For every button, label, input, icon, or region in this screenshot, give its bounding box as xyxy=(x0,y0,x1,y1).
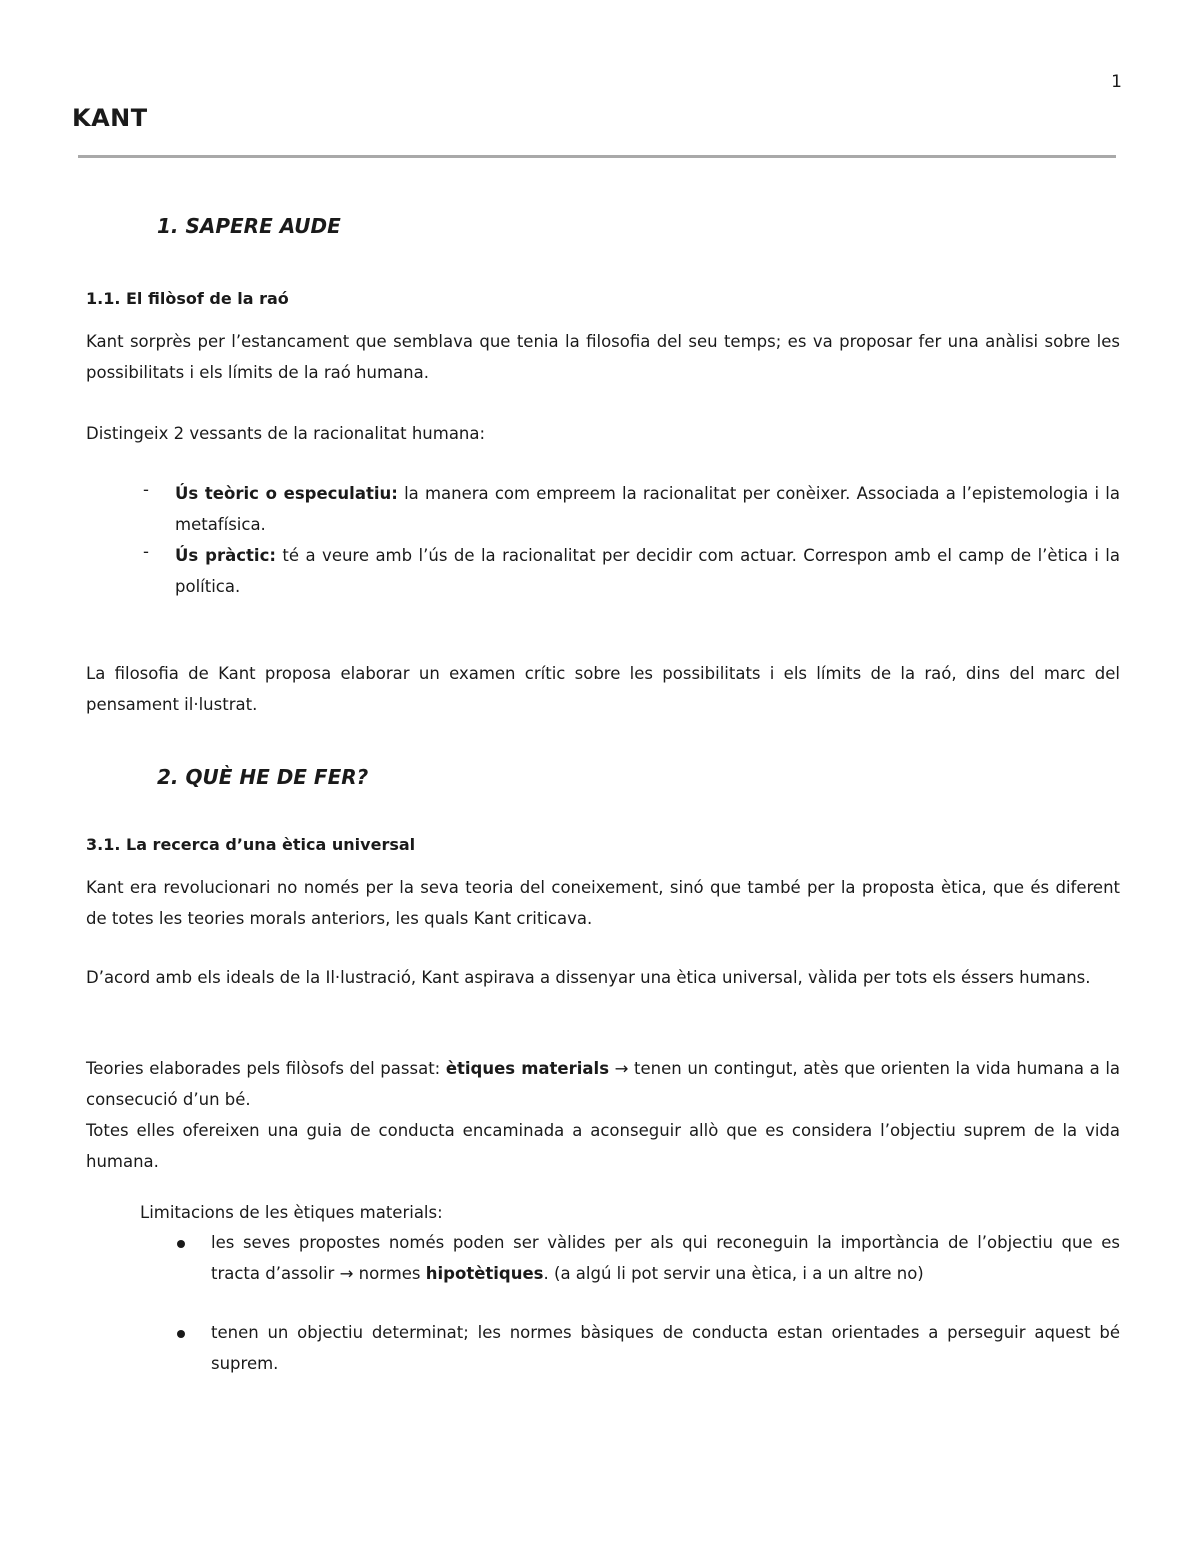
list-item-term: Ús teòric o especulatiu: xyxy=(175,484,398,503)
bullet-dot xyxy=(177,1240,185,1248)
list-item-text: té a veure amb l’ús de la racionalitat per decidir com actuar. Correspon amb el camp de l’ètica i la política. xyxy=(175,546,1121,596)
list-item-text: tenen un objectiu determinat; les normes bàsiques de conducta estan orientades a perseguir aquest bé suprem. xyxy=(211,1323,1120,1373)
list-dash: - xyxy=(143,542,149,561)
paragraph: La filosofia de Kant proposa elaborar un examen crític sobre les possibilitats i els límits de la raó, dins del marc del pensament il·lustrat. xyxy=(86,664,1120,714)
page-number: 1 xyxy=(1111,72,1122,92)
list-item-text: les seves propostes només poden ser vàlides per als qui reconeguin la importància de l’objectiu que es tracta d’assolir → normes xyxy=(211,1233,1120,1283)
bullet-dot xyxy=(177,1330,185,1338)
section-2-subheading: 3.1. La recerca d’una ètica universal xyxy=(86,835,416,854)
paragraph-text: → tenen un contingut, atès que orienten la vida humana a la consecució d’un bé. xyxy=(86,1059,1121,1109)
list-item-text: la manera com empreem la racionalitat per conèixer. Associada a l’epistemologia i la metafísica. xyxy=(175,484,1121,534)
list-item-term: hipotètiques xyxy=(425,1264,544,1283)
header-divider xyxy=(78,155,1116,158)
paragraph-text: Teories elaborades pels filòsofs del passat: xyxy=(86,1059,446,1078)
paragraph-term: ètiques materials xyxy=(445,1059,610,1078)
paragraph: Kant era revolucionari no només per la seva teoria del coneixement, sinó que també per la proposta ètica, que és diferent de totes les teories morals anteriors, les quals Kant criticava. xyxy=(86,878,1120,928)
paragraph: D’acord amb els ideals de la Il·lustració, Kant aspirava a dissenyar una ètica universal, vàlida per tots els éssers humans. xyxy=(86,968,1091,987)
list-item-term: Ús pràctic: xyxy=(175,546,276,565)
list-item-text: . (a algú li pot servir una ètica, i a un altre no) xyxy=(543,1264,924,1283)
list-item xyxy=(175,478,1120,540)
document-title: KANT xyxy=(72,104,148,132)
list-item xyxy=(175,540,1120,602)
list-dash: - xyxy=(143,480,149,499)
section-1-subheading: 1.1. El filòsof de la raó xyxy=(86,289,289,308)
list-item xyxy=(211,1227,1120,1289)
limitations-label: Limitacions de les ètiques materials: xyxy=(140,1203,443,1222)
paragraph: Kant sorprès per l’estancament que semblava que tenia la filosofia del seu temps; es va proposar fer una anàlisi sobre les possibilitats i els límits de la raó humana. xyxy=(86,332,1120,382)
section-1-heading: 1. SAPERE AUDE xyxy=(157,214,341,238)
section-2-heading: 2. QUÈ HE DE FER? xyxy=(157,765,369,789)
paragraph xyxy=(86,1053,1120,1115)
paragraph: Totes elles ofereixen una guia de conducta encaminada a aconseguir allò que es considera l’objectiu suprem de la vida humana. xyxy=(86,1121,1120,1171)
paragraph: Distingeix 2 vessants de la racionalitat humana: xyxy=(86,424,486,443)
list-item xyxy=(211,1317,1120,1379)
